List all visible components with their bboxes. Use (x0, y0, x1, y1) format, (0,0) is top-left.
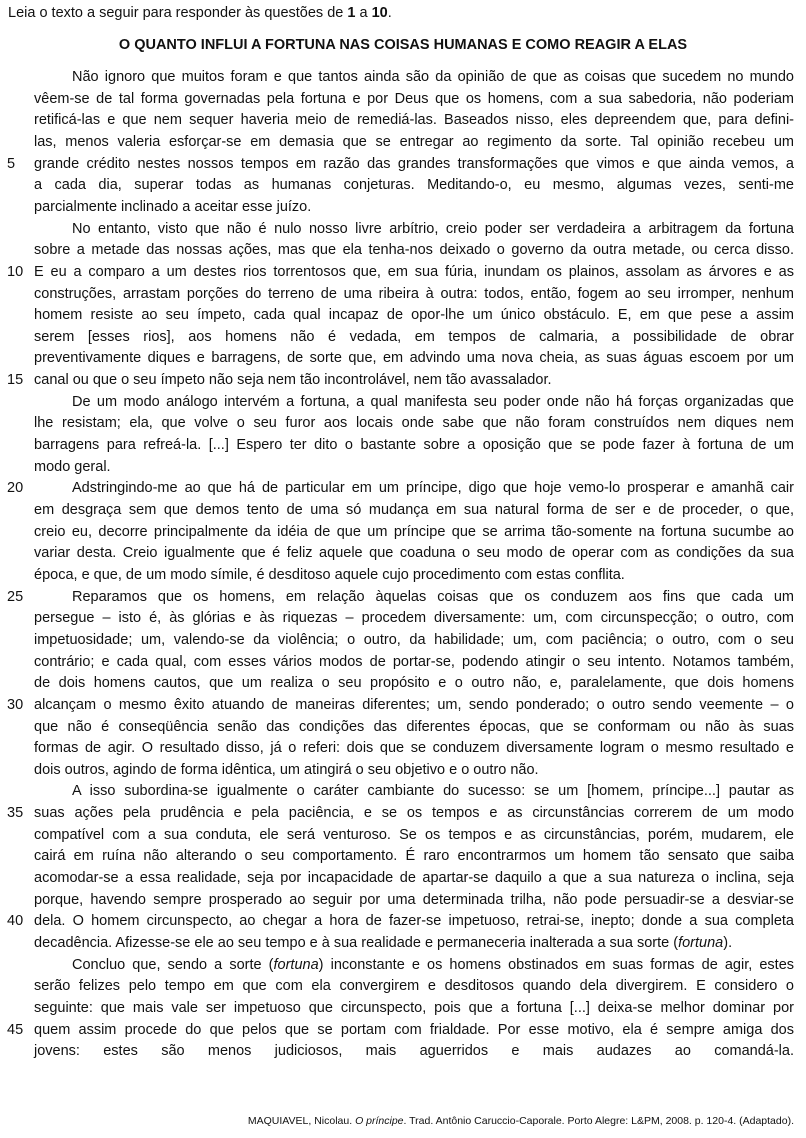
text-line: em desgraça sem que demos tento de uma só mudança em sua natural forma de ser e de proceder, o que, (34, 502, 794, 518)
text-line: homem resiste ao seu ímpeto, cada qual incapaz de opor-lhe um único obstáculo. E, em que pese a assim (34, 307, 794, 324)
line-number: 20 (7, 480, 24, 497)
text-title: O QUANTO INFLUI A FORTUNA NAS COISAS HUMANAS E COMO REAGIR A ELAS (118, 37, 688, 53)
line-number: 40 (7, 913, 24, 930)
text-line: De um modo análogo intervém a fortuna, a qual manifesta seu poder onde não há forças organizadas que (72, 393, 794, 410)
text-line: vêem-se de tal forma governadas pela fortuna e por Deus que os homens, com a sua sabedoria, não poderiam (34, 90, 794, 107)
text-line: impetuosidade; um, valendo-se da violência; o outro, da habilidade; um, com paciência; o outro, com o seu (34, 631, 794, 648)
text-line: serão felizes pelo tempo em que com ela convergirem e desditosos quando dela divergirem. E considero o (34, 978, 794, 995)
text-line: grande crédito nestes nossos tempos em razão das grandes transformações que vimos e que ainda vemos, a (34, 155, 794, 172)
text-line: quem assim procede do que pelos que se portam com frialdade. Por esse motivo, ela é sempre amiga dos (34, 1021, 794, 1038)
text-line: parcialmente inclinado a aceitar esse juízo. (34, 198, 312, 215)
source-citation: MAQUIAVEL, Nicolau. O príncipe. Trad. Antônio Caruccio-Caporale. Porto Alegre: L&PM, 2008. p. 120-4. (Adaptado). (247, 1115, 794, 1127)
text-line: A isso subordina-se igualmente o caráter cambiante do sucesso: se um [homem, príncipe...] pautar as (72, 783, 794, 800)
text-line: suas ações pela prudência e pela paciência, e se os tempos e as circunstâncias correrem de um modo (34, 805, 794, 822)
question-start-number: 1 (347, 5, 356, 21)
line-number: 15 (7, 372, 24, 389)
line-number: 35 (7, 805, 24, 822)
line-number: 25 (7, 588, 24, 605)
text-line: sobre a metade das nossas ações, mas que ela tenha-nos deixado o governo da outra metade, ou cerca disso. (34, 242, 794, 259)
text-line: Não ignoro que muitos foram e que tantos ainda são da opinião de que as coisas que sucedem no mundo (72, 69, 794, 85)
text-line: No entanto, visto que não é nulo nosso livre arbítrio, creio poder ser verdadeira a arbitragem da fortuna (72, 220, 794, 237)
text-line: de dois homens cautos, que um realiza o seu propósito e o outro não, e, paralelamente, que dois homens (34, 675, 794, 692)
text-line: decadência. Afizesse-se ele ao seu tempo e à sua realidade e permaneceria inalterada a sua sorte (fortuna). (34, 935, 733, 951)
line-number: 5 (7, 155, 16, 172)
text-line: seguinte: que mais vale ser impetuoso que circunspecto, pois que a fortuna [...] deixa-se melhor dominar por (34, 999, 794, 1016)
text-line: lhe resistam; ela, que volve o seu furor aos locais onde sabe que não foram construídos nem diques nem (34, 415, 794, 432)
line-number: 30 (7, 696, 24, 713)
text-line: retificá-las e que nem sequer haveria meio de remediá-las. Baseados nisso, eles depreendem que, para defini- (34, 112, 794, 129)
text-line: Reparamos que os homens, em relação àquelas coisas que os conduzem aos fins que cada um (72, 588, 794, 605)
text-line: persegue – isto é, às glórias e às riquezas – procedem diversamente: um, com circunspecção; o outro, com (34, 610, 794, 627)
text-line: alcançam o mesmo êxito atuando de maneiras diferentes; um, sendo ponderado; o outro sendo veemente – o (34, 696, 794, 713)
text-line: a cada dia, superar todas as humanas conjeturas. Meditando-o, eu mesmo, algumas vezes, senti-me (34, 177, 794, 194)
text-line: dois outros, agindo de forma idêntica, um atingirá o seu objetivo e o outro não. (34, 761, 539, 778)
text-line: serem [esses rios], aos homens não é vedada, em tempos de calmaria, a possibilidade de obrar (34, 328, 794, 345)
text-line: compatível com a sua conduta, ele será venturoso. Se os tempos e as circunstâncias, porém, mudarem, ele (34, 826, 794, 843)
text-line: barragens para refreá-la. [...] Espero ter dito o bastante sobre a oposição que se pode fazer à fortuna de um (34, 437, 794, 454)
text-line: las, menos valeria esforçar-se em demasia que se entregar ao regimento da sorte. Tal opinião recebeu um (34, 133, 794, 150)
text-line: época, e que, de um modo símile, é desditoso aquele cujo procedimento com estas conflita. (34, 566, 625, 583)
book-title: O príncipe (355, 1115, 404, 1127)
text-line: modo geral. (34, 458, 111, 475)
text-line: preventivamente diques e barragens, de sorte que, em advindo uma nova cheia, as suas águas escoem por um (34, 350, 794, 367)
text-line: construções, arrastam porções do terreno de uma ribeira à outra: todos, então, fogem ao seu irromper, nenhum (34, 285, 794, 302)
text-line: E eu a comparo a um destes rios torrentosos que, em sua fúria, inundam os plainos, assolam as árvores e as (34, 263, 794, 280)
text-line: que não é conseqüência senão das condições das diferentes épocas, que se conformam ou não às suas (34, 718, 794, 735)
text-line: porque, havendo sempre prosperado ao seguir por uma determinada trilha, não pode persuadir-se a desviar-se (34, 891, 794, 908)
text-line: jovens: estes são menos judiciosos, mais aguerridos e mais audazes ao comandá-la. (34, 1043, 794, 1060)
text-line: canal ou que o seu ímpeto não seja nem tão incontrolável, nem tão avassalador. (34, 372, 552, 389)
text-line: Concluo que, sendo a sorte (fortuna) inconstante e os homens obstinados em suas formas de agir, estes (72, 956, 795, 973)
text-line: dela. O homem circunspecto, ao chegar a hora de fazer-se impetuoso, retrai-se, inepto; donde a sua completa (34, 913, 794, 930)
text-line: creio eu, decorre principalmente da idéia de que um príncipe que se arrima tão-somente na fortuna sucumbe ao (34, 523, 794, 540)
text-line: variar desta. Creio igualmente que é feliz aquele que coaduna o seu modo de operar com as condições da sua (34, 545, 794, 562)
line-number: 45 (7, 1021, 24, 1038)
text-line: contrário; e cada qual, com esses vários modos de portar-se, podendo atingir o seu intento. Notamos também, (34, 653, 794, 670)
text-line: cairá em ruína não alterando o seu comportamento. É raro encontrarmos um homem tão sensato que saiba (34, 848, 794, 865)
instructions: Leia o texto a seguir para responder às questões de 1 a 10. (8, 5, 392, 21)
text-line: formas de agir. O resultado disso, já o referi: dois que se conduzem diversamente logram o mesmo resultado e (34, 740, 794, 757)
question-end-number: 10 (371, 5, 388, 21)
line-number: 10 (7, 263, 24, 280)
text-line: acomodar-se a essa realidade, seja por incapacidade de apartar-se daquilo a que a sua natureza o inclina, seja (34, 870, 794, 887)
text-line: Adstringindo-me ao que há de particular em um príncipe, digo que hoje vemo-lo prosperar e amanhã cair (72, 480, 794, 497)
